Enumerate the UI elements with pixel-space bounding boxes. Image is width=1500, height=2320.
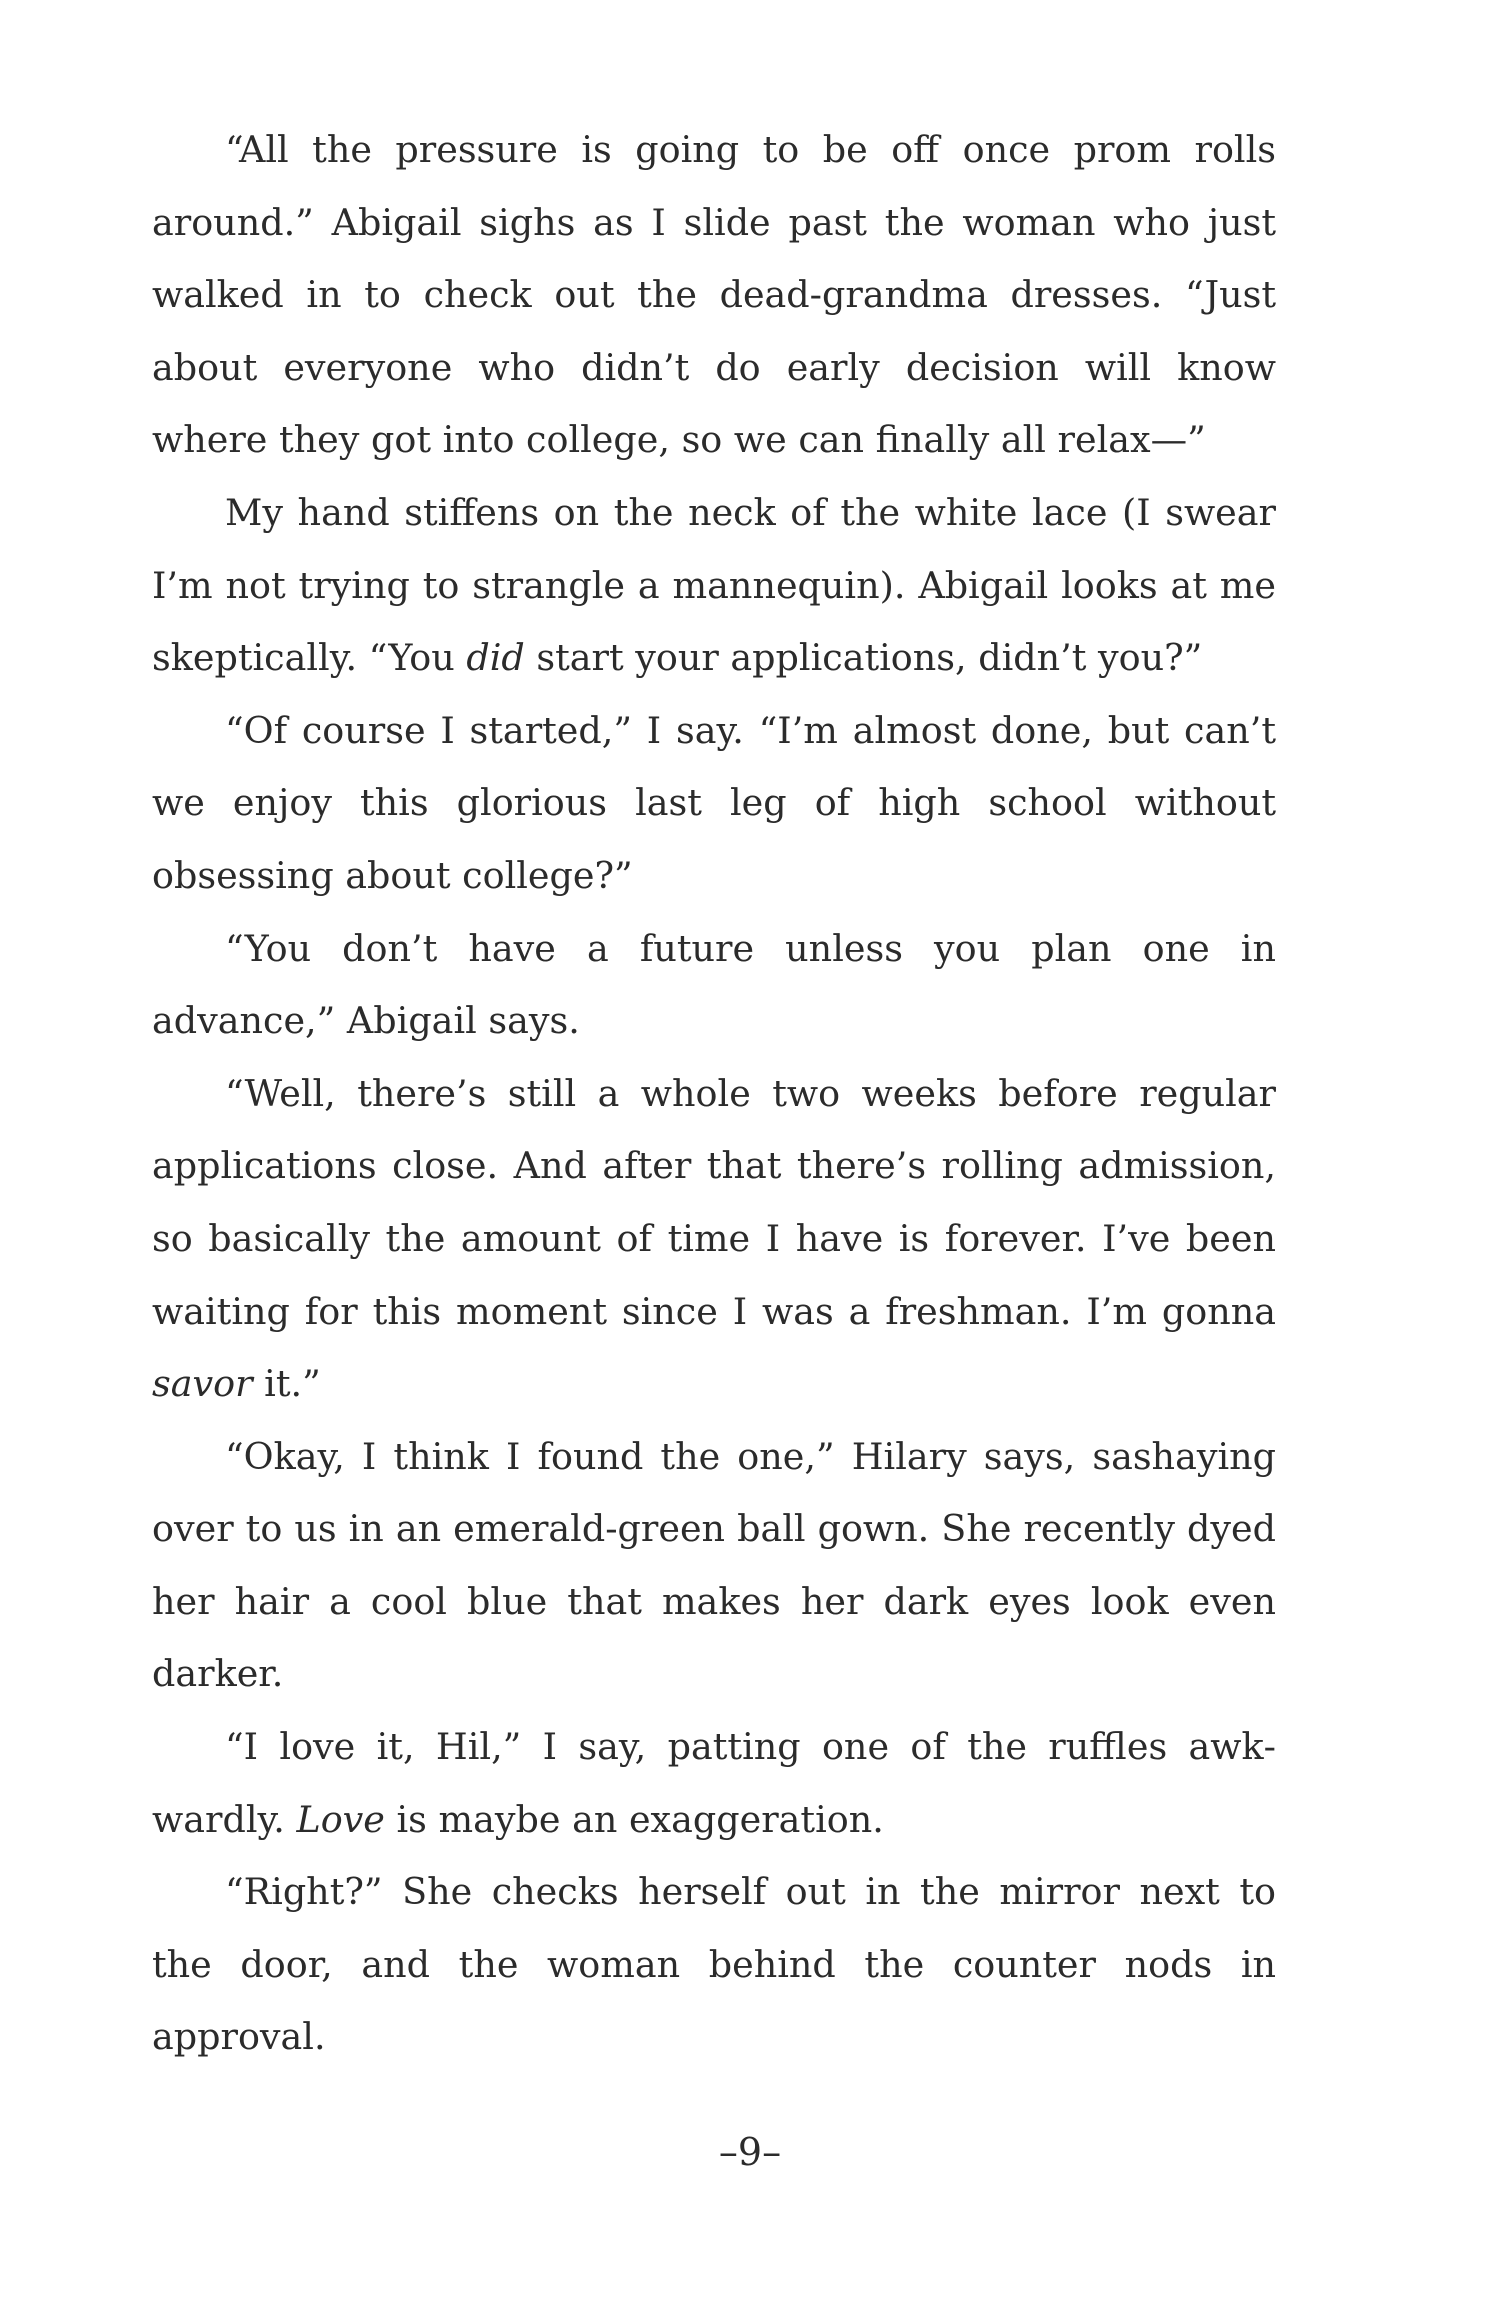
text-run: “You don’t have a future unless you plan one in advance,” Abigail says.	[152, 926, 1276, 1043]
emphasis-text: savor	[152, 1362, 253, 1406]
page-number: –9–	[718, 2130, 782, 2174]
paragraph	[152, 1421, 1276, 1711]
text-run: “Of course I started,” I say. “I’m almost done, but can’t we enjoy this glorious last leg of high school without obsessing about college?”	[152, 708, 1276, 897]
text-run: “Well, there’s still a whole two weeks before regular applications close. And after that there’s rolling admission, so basically the amount of time I have is forever. I’ve been waiting for this moment since I was a freshman. I’m gonna	[152, 1071, 1276, 1333]
paragraph	[152, 477, 1276, 695]
emphasis-text: Love	[296, 1797, 385, 1841]
paragraph	[152, 913, 1276, 1058]
paragraph	[152, 695, 1276, 913]
text-run: “All the pressure is going to be off once prom rolls around.” Abigail sighs as I slide past the woman who just walked in to check out the dead-grandma dresses. “Just about everyone who didn’t do early decision will know where they got into college, so we can finally all relax—”	[152, 128, 1276, 462]
text-run: My hand stiffens on the neck of the white lace (I swear I’m not trying to strangle a mannequin). Abigail looks at me skeptically. “You	[152, 490, 1276, 680]
body-text	[152, 114, 1276, 2074]
paragraph	[152, 1058, 1276, 1421]
text-run: is maybe an exaggeration.	[384, 1797, 884, 1841]
emphasis-text: did	[466, 636, 525, 680]
text-run: it.”	[252, 1362, 321, 1406]
text-run: “Okay, I think I found the one,” Hilary says, sashaying over to us in an emerald-green ball gown. She recently dyed her hair a cool blue that makes her dark eyes look even darker.	[152, 1434, 1276, 1696]
text-run: “I love it, Hil,” I say, patting one of the ruffles awkwardly.	[152, 1725, 1276, 1841]
paragraph	[152, 114, 1276, 477]
paragraph	[152, 1856, 1276, 2074]
text-run: start your applications, didn’t you?”	[524, 636, 1203, 680]
text-run: “Right?” She checks herself out in the mirror next to the door, and the woman behind the counter nods in approval.	[152, 1870, 1276, 2059]
paragraph	[152, 1711, 1276, 1856]
